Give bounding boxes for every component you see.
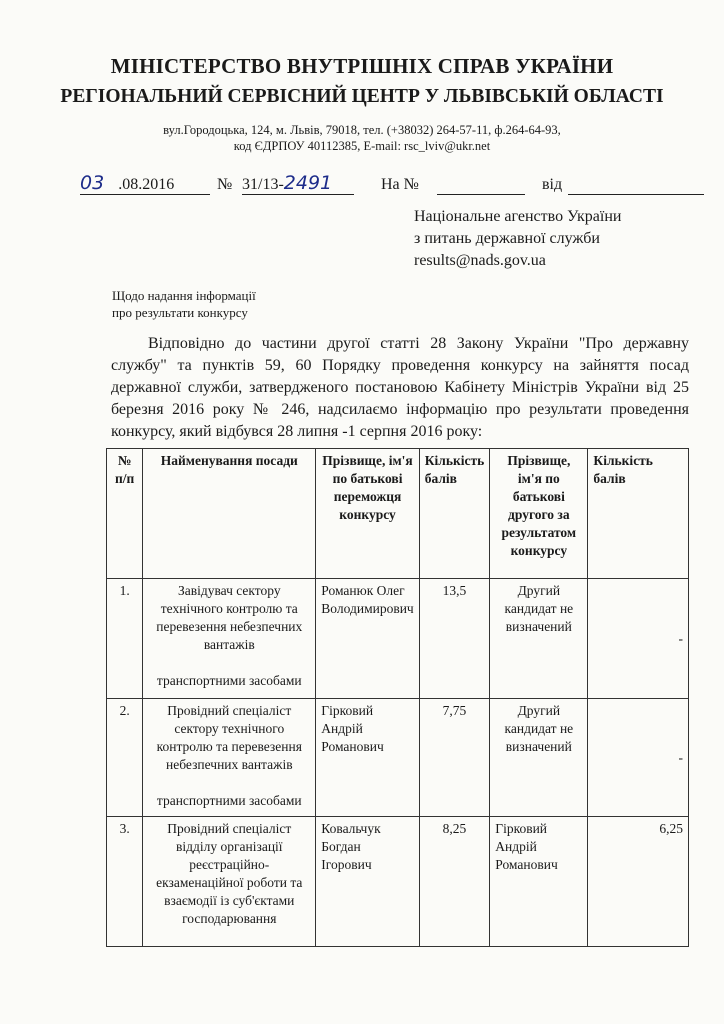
body-text: Відповідно до частини другої статті 28 Закону України "Про державну службу" та пунктів 59, 60 Порядку проведення конкурсу на зайняття посад державної служби, затвердженого постановою Кабінету Міністрів України від 25 березня 2016 року № 246, надсилаємо інформацію про результати проведення конкурсу, який відбувся 28 липня -1 серпня 2016 року:: [111, 335, 689, 440]
row-score-2-text: -: [678, 749, 683, 765]
row-position: [143, 699, 316, 817]
header-num: № п/п: [107, 449, 143, 579]
to-number-blank: [437, 172, 525, 195]
table-row: [107, 699, 689, 817]
header-score-1: Кількість балів: [419, 449, 490, 579]
header-second: Прізвище, ім'я по батькові другого за результатом конкурсу: [490, 449, 588, 579]
recipient-line-2: з питань державної служби: [414, 230, 600, 247]
row-num: 2.: [107, 699, 143, 817]
row-position-extra: транспортними засобами: [156, 793, 302, 808]
row-second: Другий кандидат не визначений: [490, 699, 588, 817]
row-score-2: 6,25: [588, 817, 689, 947]
address-line-2: код ЄДРПОУ 40112385, E-mail: rsc_lviv@ukr.net: [233, 139, 491, 153]
row-score-2-text: -: [678, 630, 683, 646]
number-prefix: 31/13-: [242, 176, 284, 193]
row-position: [143, 817, 316, 947]
recipient-line-1: Національне агенство України: [414, 208, 622, 225]
subject-line-2: про результати конкурсу: [112, 305, 248, 320]
row-position-extra: транспортними засобами: [156, 673, 302, 688]
results-table: [106, 448, 689, 947]
row-num: 1.: [107, 579, 143, 699]
body-paragraph: [111, 333, 689, 443]
center-title: РЕГІОНАЛЬНИЙ СЕРВІСНИЙ ЦЕНТР У ЛЬВІВСЬКІЙ ОБЛАСТІ: [60, 86, 664, 107]
row-score-2: [588, 579, 689, 699]
from-label: від: [542, 176, 563, 193]
row-num: 3.: [107, 817, 143, 947]
number-field: [242, 172, 354, 195]
row-score-1: 13,5: [419, 579, 490, 699]
ministry-title: МІНІСТЕРСТВО ВНУТРІШНІХ СПРАВ УКРАЇНИ: [110, 54, 614, 78]
subject-block: [112, 287, 256, 321]
number-label: №: [217, 176, 233, 193]
row-winner: Ковальчук Богдан Ігорович: [316, 817, 419, 947]
table-row: [107, 817, 689, 947]
header-winner: Прізвище, ім'я по батькові переможця конкурсу: [316, 449, 419, 579]
to-label: На №: [381, 176, 419, 193]
date-day-handwritten: 03: [80, 172, 105, 194]
row-winner: Гірковий Андрій Романович: [316, 699, 419, 817]
row-winner: Романюк Олег Володимирович: [316, 579, 419, 699]
date-field: [80, 172, 210, 195]
row-second: Другий кандидат не визначений: [490, 579, 588, 699]
table-row: [107, 579, 689, 699]
row-score-2: [588, 699, 689, 817]
recipient-block: [414, 206, 621, 272]
row-score-1: 8,25: [419, 817, 490, 947]
number-handwritten: 2491: [283, 172, 333, 194]
subject-line-1: Щодо надання інформації: [112, 288, 256, 303]
row-position-text: Провідний спеціаліст сектору технічного контролю та перевезення небезпечних вантажів: [156, 703, 302, 772]
row-position: [143, 579, 316, 699]
row-position-text: Провідний спеціаліст відділу організації реєстраційно-екзаменаційної роботи та взаємодії із суб'єктами господарювання: [156, 821, 303, 926]
header-position: Найменування посади: [143, 449, 316, 579]
address-line-1: вул.Городоцька, 124, м. Львів, 79018, тел. (+38032) 264-57-11, ф.264-64-93,: [163, 123, 561, 137]
row-position-text: Завідувач сектору технічного контролю та перевезення небезпечних вантажів: [156, 583, 303, 652]
header-score-2: Кількість балів: [588, 449, 689, 579]
table-header-row: [107, 449, 689, 579]
recipient-email: results@nads.gov.ua: [414, 252, 546, 269]
row-score-1: 7,75: [419, 699, 490, 817]
date-rest: .08.2016: [118, 176, 175, 193]
row-second: Гірковий Андрій Романович: [490, 817, 588, 947]
reference-line: [80, 172, 700, 198]
from-date-blank: [568, 172, 704, 195]
